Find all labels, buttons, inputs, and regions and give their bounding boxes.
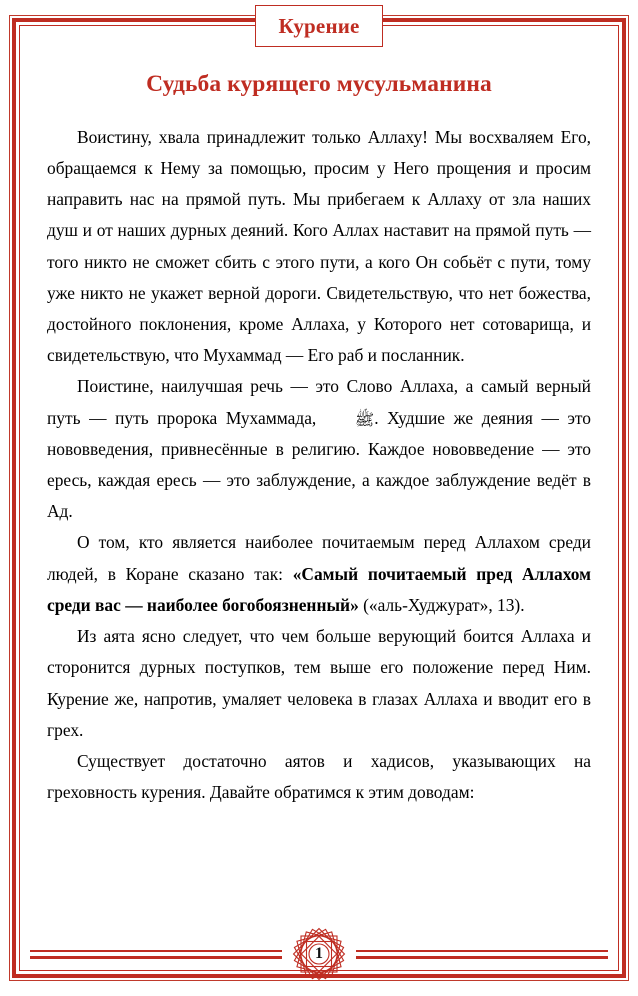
footer-rule-right xyxy=(356,950,608,959)
salawat-glyph: ﷺ xyxy=(354,411,375,429)
paragraph-2-text-after: . Худшие же деяния — это нововведения, привнесённые в религию. Каждое нововведение — это ересь, каждая ересь — это заблуждение, а каждое заблуждение ведёт в Ад. xyxy=(47,407,591,522)
chapter-banner-title: Курение xyxy=(278,13,360,38)
body-paragraph-2 xyxy=(47,371,591,527)
quran-citation: («аль-Худжурат», 13). xyxy=(358,594,525,615)
quran-quote: «Самый почитаемый пред Аллахом среди вас — наиболее богобоязненный» xyxy=(47,563,591,615)
page-footer xyxy=(30,926,608,982)
page-title: Судьба курящего мусульманина xyxy=(146,71,492,97)
page-number-ornament xyxy=(288,926,350,982)
paragraph-2-text-before: Поистине, наилучшая речь — это Слово Аллаха, а самый верный путь — путь пророка Мухаммада, xyxy=(47,376,591,428)
footer-rule-left xyxy=(30,950,282,959)
page-content xyxy=(47,62,591,936)
paragraph-3-text-before: О том, кто является наиболее почитаемым перед Аллахом среди людей, в Коране сказано так: xyxy=(47,532,591,584)
body-paragraph-3 xyxy=(47,527,591,621)
page-number: 1 xyxy=(315,945,323,962)
body-paragraph-4: Из аята ясно следует, что чем больше верующий боится Аллаха и сторонится дурных поступков, тем выше его положение перед Ним. Курение же, напротив, умаляет человека в глазах Аллаха и вводит его в грех. xyxy=(47,626,591,740)
body-paragraph-1: Воистину, хвала принадлежит только Аллаху! Мы восхваляем Его, обращаемся к Нему за помощью, просим у Него прощения и просим направить нас на прямой путь. Мы прибегаем к Аллаху от зла наших душ и от наших дурных деяний. Кого Аллах наставит на прямой путь — того никто не сможет сбить с этого пути, а кого Он собьёт с пути, тому уже никто не укажет верной дороги. Свидетельствую, что нет божества, достойного поклонения, кроме Аллаха, у Которого нет сотоварища, и свидетельствую, что Мухаммад — Его раб и посланник. xyxy=(47,126,591,366)
chapter-banner xyxy=(255,5,383,47)
body-paragraph-5: Существует достаточно аятов и хадисов, указывающих на греховность курения. Давайте обратимся к этим доводам: xyxy=(47,750,591,803)
